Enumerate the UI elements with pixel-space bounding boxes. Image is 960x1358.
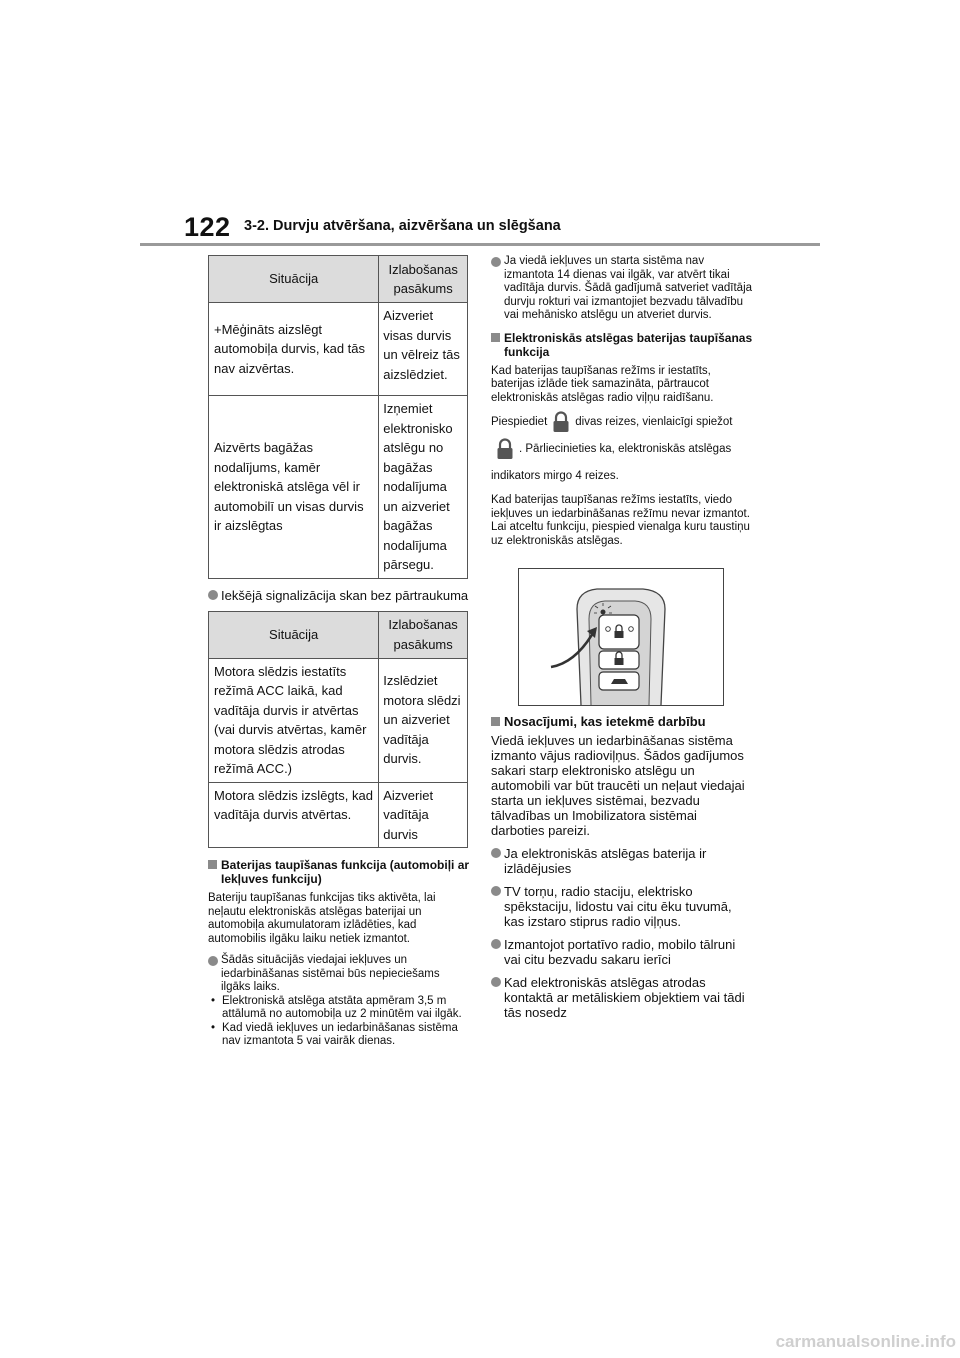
bullet-text: Iekšējā signalizācija skan bez pārtraukuma [221, 587, 469, 603]
col-remedy-header: Izlabošanas pasākums [379, 611, 468, 658]
watermark: carmanualsonline.info [775, 1332, 956, 1351]
list-item: • Kad viedā iekļuves un iedarbināšanas sistēma nav izmantota 5 vai vairāk dienas. [211, 1021, 458, 1047]
key-fob-illustration [518, 568, 724, 706]
situation-cell: +Mēģināts aizslēgt automobiļa durvis, kad tās nav aizvērtas. [209, 303, 379, 396]
bullet-dot-icon [491, 848, 501, 858]
list-item: Izmantojot portatīvo radio, mobilo tālruni vai citu bezvadu sakaru ierīci [491, 937, 753, 967]
bullet-dot-icon [491, 257, 501, 267]
situation-table-2 [208, 611, 468, 849]
bullet-dot-icon [491, 977, 501, 987]
bullet-dot-icon [208, 590, 218, 600]
list-item: • Elektroniskā atslēga atstāta apmēram 3,5 m attālumā no automobiļa uz 2 minūtēm vai ilgāk. [211, 994, 462, 1020]
bullet-dot-icon [208, 956, 218, 966]
table-row [209, 658, 468, 782]
col-situation-header: Situācija [209, 256, 379, 303]
square-bullet-icon [491, 333, 500, 342]
square-bullet-icon [208, 860, 217, 869]
situation-cell: Motora slēdzis izslēgts, kad vadītāja durvis atvērtas. [209, 782, 379, 848]
bullet-dot-icon [491, 886, 501, 896]
list-item: Ja elektroniskās atslēgas baterija ir izlādējusies [491, 846, 753, 876]
paragraph-press-instructions: Piespiediet divas reizes, vienlaicīgi spiežot. Pārliecinieties ka, elektroniskās atslēgas indikators mirgo 4 reizes. [491, 409, 753, 490]
col-remedy-header: Izlabošanas pasākums [379, 256, 468, 303]
situation-cell: Motora slēdzis iestatīts režīmā ACC laikā, kad vadītāja durvis ir atvērtas (vai durvis atvērtas, kamēr motora slēdzis atrodas režīmā ACC.) [209, 658, 379, 782]
situation-table-1 [208, 255, 468, 579]
paragraph-battery-saving: Bateriju taupīšanas funkcijas tiks aktivēta, lai neļautu elektroniskās atslēgas baterijai un automobiļa akumulatoram izlādēties, kad automobilis ilgāku laiku netiek izmantot. [208, 892, 436, 945]
remedy-cell: Izņemiet elektronisko atslēgu no bagāžas nodalījuma un aizveriet bagāžas nodalījuma pārsegu. [379, 396, 468, 579]
bullet-mark: • [211, 1021, 216, 1034]
remedy-cell: Aizveriet vadītāja durvis [379, 782, 468, 848]
list-item: TV torņu, radio staciju, elektrisko spēkstaciju, lidostu vai citu ēku tuvumā, kas izstaro stiprus radio viļņus. [491, 884, 753, 929]
table-header-row [209, 611, 468, 658]
table-header-row [209, 256, 468, 303]
key-fob-drawing [519, 569, 723, 705]
lock-icon [496, 438, 514, 460]
remedy-cell: Izslēdziet motora slēdzi un aizveriet vadītāja durvis. [379, 658, 468, 782]
list-item: Kad elektroniskās atslēgas atrodas kontaktā ar metāliskiem objektiem vai tādi tās nosedz [491, 975, 753, 1020]
bullet-longer-time: Šādās situācijās viedajai iekļuves un iedarbināšanas sistēmai būs nepieciešams ilgāks laiks. [208, 954, 470, 995]
bullet-internal-alarm [208, 588, 470, 603]
paragraph-conditions: Viedā iekļuves un iedarbināšanas sistēma izmanto vājus radioviļņus. Šādos gadījumos sakari starp elektronisko atslēgu un automobili var būt traucēti un neļaut viedajai starta un iekļuves sistēmai, bezvadu tālvadības un Imobilizatora sistēmai darboties pareizi. [491, 733, 745, 838]
left-column [208, 255, 470, 1049]
section-title: 3-2. Durvju atvēršana, aizvēršana un slēgšana [244, 218, 561, 234]
heading-conditions: Nosacījumi, kas ietekmē darbību [491, 715, 753, 729]
bullet-14-days: Ja viedā iekļuves un starta sistēma nav izmantota 14 dienas vai ilgāk, var atvērt tikai vadītāja durvis. Šādā gadījumā satveriet vadītāja durvju rokturi vai izmantojiet bezvadu tālvadību vai mehānisko atslēgu un atveriet durvis. [491, 255, 753, 323]
bullet-mark: • [211, 994, 216, 1007]
table-row [209, 782, 468, 848]
col-situation-header: Situācija [209, 611, 379, 658]
table-row [209, 303, 468, 396]
heading-key-battery-saving: Elektroniskās atslēgas baterijas taupīšanas funkcija [491, 331, 753, 359]
paragraph-key-battery-2: Kad baterijas taupīšanas režīms iestatīts, viedo iekļuves un iedarbināšanas režīmu nevar izmantot. Lai atceltu funkciju, piespied vienalga kuru taustiņu uz elektroniskās atslēgas. [491, 494, 750, 547]
situation-cell: Aizvērts bagāžas nodalījums, kamēr elektroniskā atslēga vēl ir automobilī un visas durvis ir aizslēgtas [209, 396, 379, 579]
bullet-dot-icon [491, 939, 501, 949]
right-column [491, 255, 753, 1020]
heading-battery-saving-auto: Baterijas taupīšanas funkcija (automobiļi ar Iekļuves funkciju) [208, 858, 470, 886]
page-number: 122 [184, 212, 231, 242]
square-bullet-icon [491, 717, 500, 726]
remedy-cell: Aizveriet visas durvis un vēlreiz tās aizslēdziet. [379, 303, 468, 396]
header-rule [140, 243, 820, 246]
paragraph-key-battery-1: Kad baterijas taupīšanas režīms ir iestatīts, baterijas izlāde tiek samazināta, pārtraucot elektroniskās atslēgas radio viļņu raidīšanu. [491, 364, 714, 404]
lock-icon [552, 411, 570, 433]
table-row [209, 396, 468, 579]
